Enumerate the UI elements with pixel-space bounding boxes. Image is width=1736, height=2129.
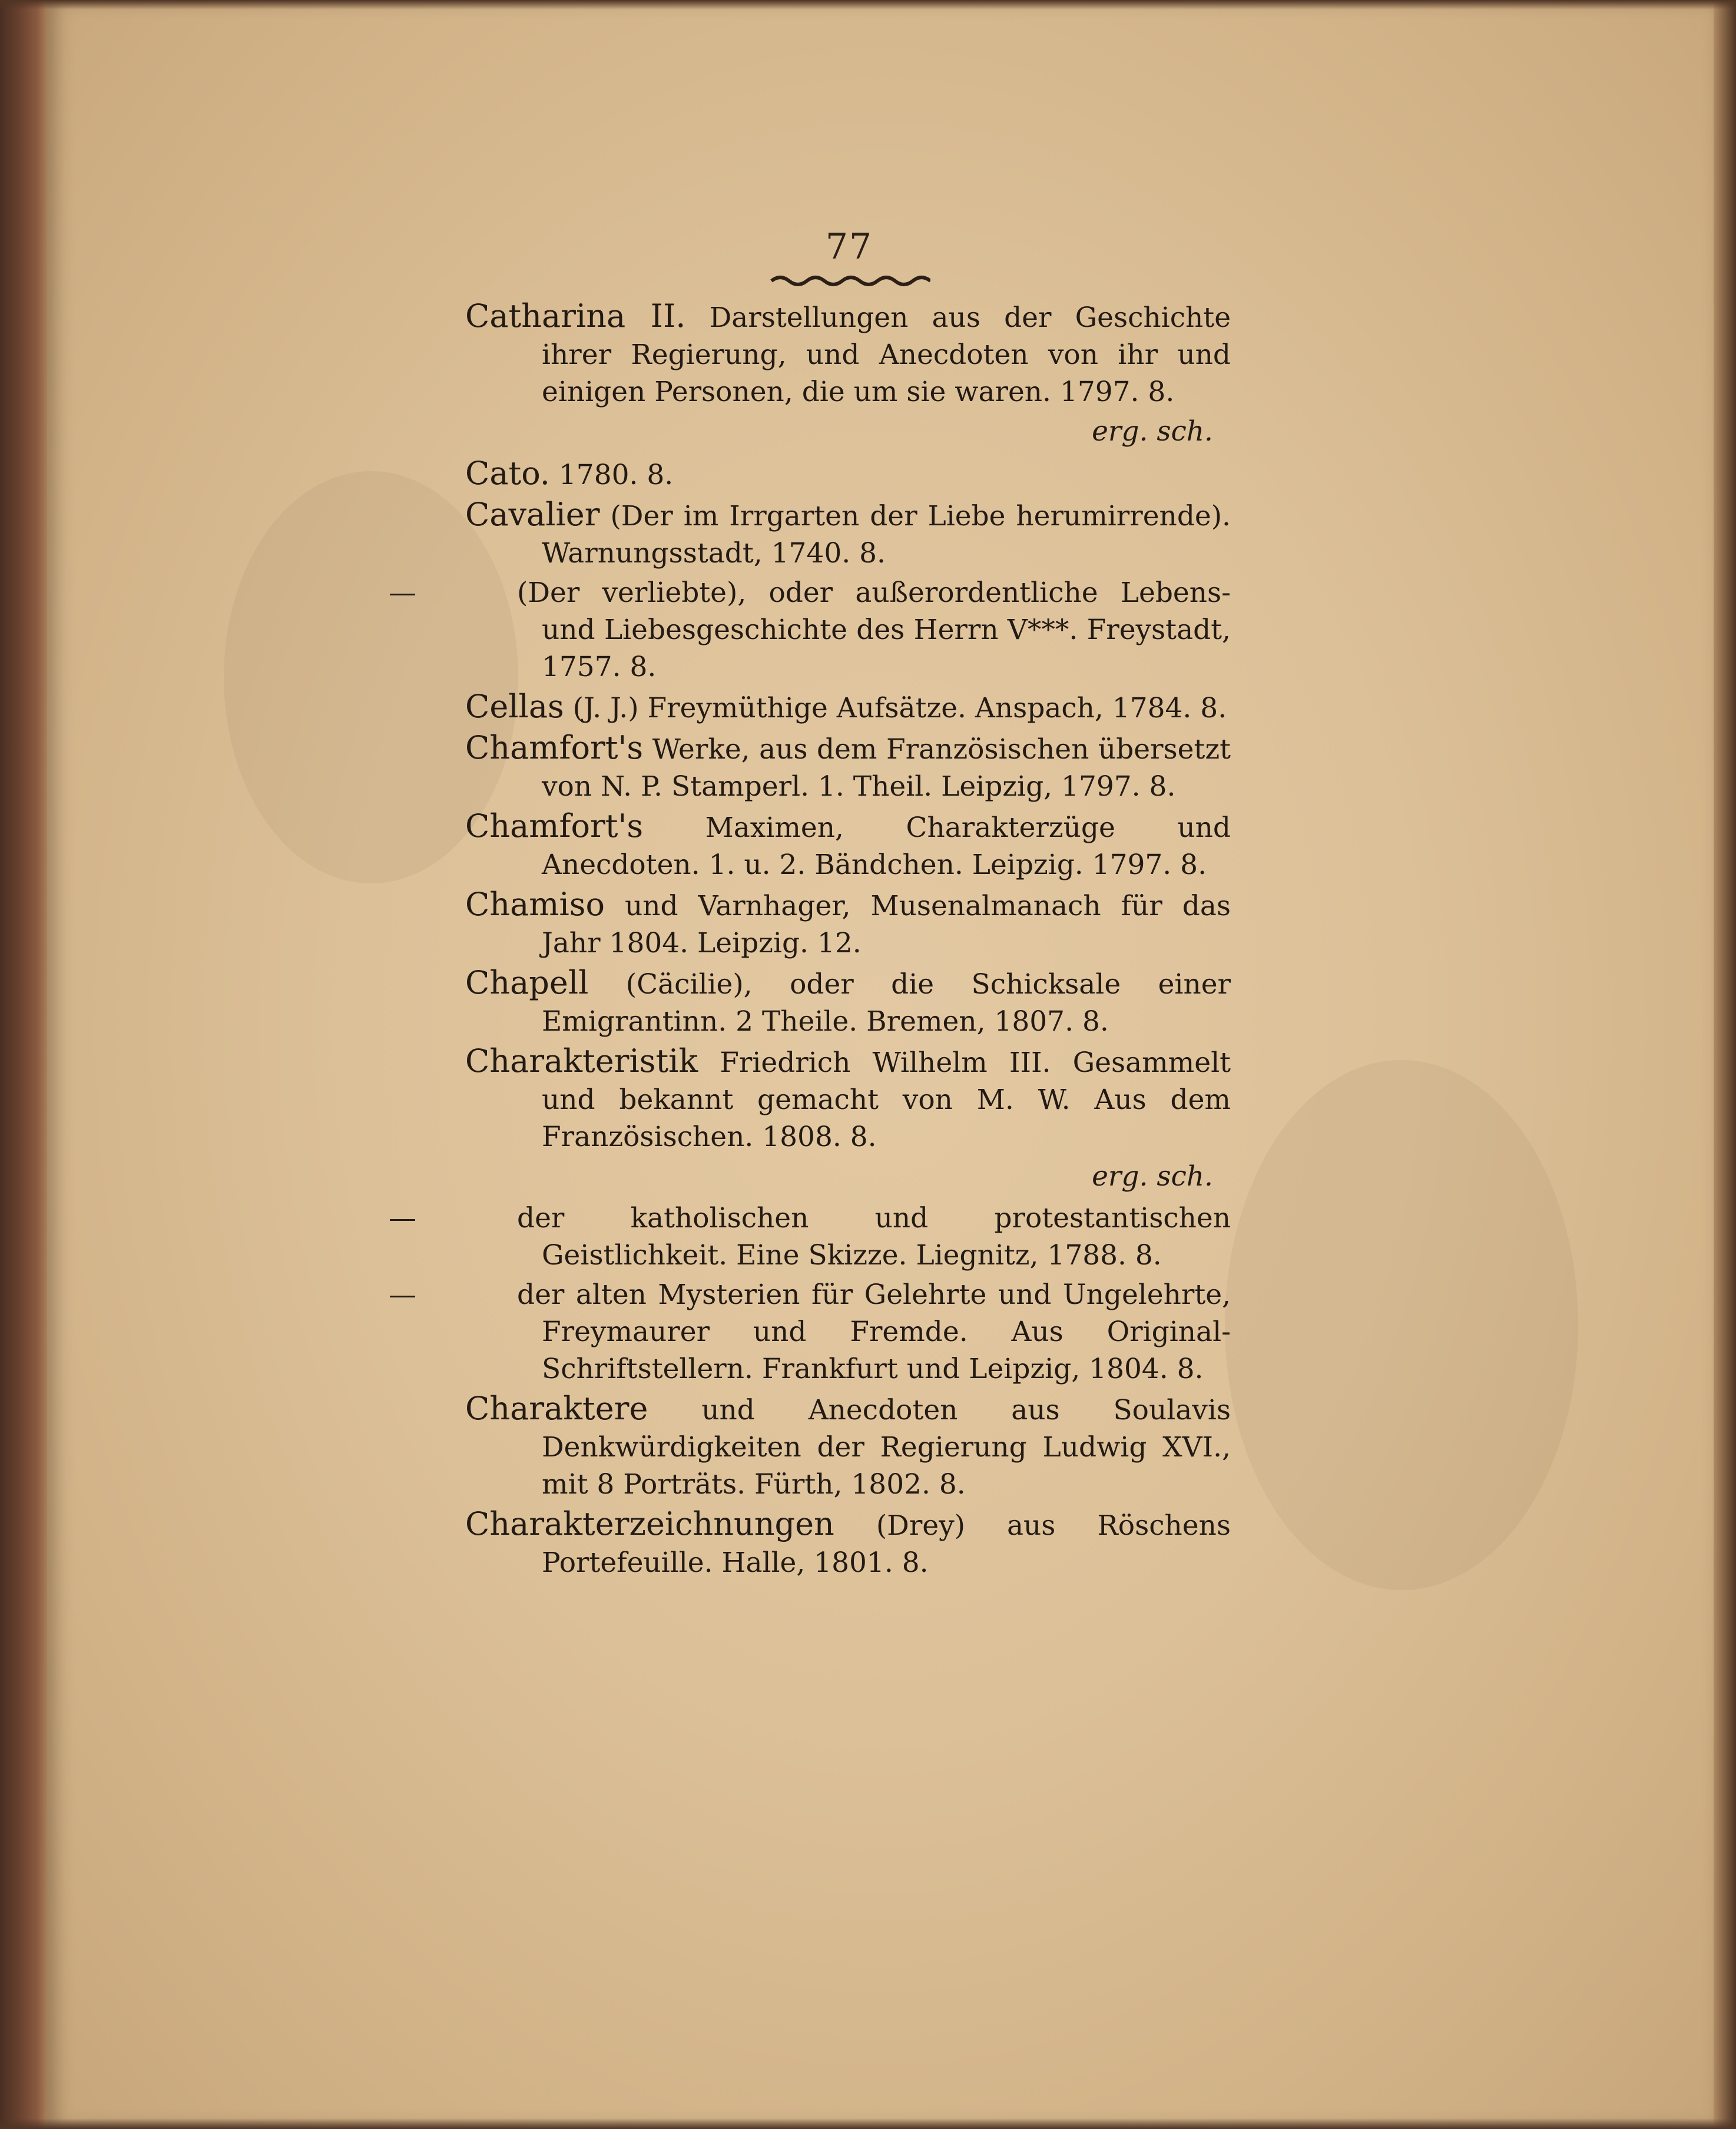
- catalogue-entry: [465, 1042, 1231, 1155]
- catalogue-entry: [389, 574, 1231, 686]
- entry-heading: Catharina II.: [465, 297, 686, 335]
- entry-text: (Der verliebte), oder außerordentliche Lebens- und Liebesgeschichte des Herrn V***. Freystadt, 1757. 8.: [517, 577, 1231, 683]
- entry-text: Maximen, Charakterzüge und Anecdoten. 1. u. 2. Bändchen. Leipzig. 1797. 8.: [542, 812, 1231, 881]
- entry-text: und Anecdoten aus Soulavis Denkwürdigkeiten der Regierung Ludwig XVI., mit 8 Porträts. Fürth, 1802. 8.: [542, 1394, 1231, 1501]
- entry-heading: Charakteristik: [465, 1042, 698, 1080]
- scan-edge-top: [0, 0, 1736, 9]
- entry-text: (Cäcilie), oder die Schicksale einer Emigrantinn. 2 Theile. Bremen, 1807. 8.: [542, 968, 1231, 1038]
- catalogue-entry: [465, 807, 1231, 883]
- entry-text: Friedrich Wilhelm III. Gesammelt und bekannt gemacht von M. W. Aus dem Französischen. 1808. 8.: [542, 1047, 1231, 1153]
- entry-dash: —: [389, 1202, 416, 1234]
- entry-heading: Charakterzeichnungen: [465, 1505, 834, 1542]
- catalogue-entry: [465, 688, 1231, 727]
- entry-dash: —: [389, 577, 416, 609]
- catalogue-entry: [465, 455, 1231, 494]
- page-number: 77: [825, 226, 873, 267]
- entry-text: Werke, aus dem Französischen übersetzt von N. P. Stamperl. 1. Theil. Leipzig, 1797. 8.: [542, 733, 1231, 803]
- entry-text: (J. J.) Freymüthige Aufsätze. Anspach, 1784. 8.: [564, 692, 1227, 724]
- paper-stain: [1225, 1060, 1578, 1590]
- ornament-rule: [766, 268, 930, 292]
- entry-text: 1780. 8.: [549, 459, 674, 491]
- entry-heading: Chapell: [465, 964, 589, 1001]
- catalogue-entry: [465, 964, 1231, 1040]
- entry-note: erg. sch.: [1092, 415, 1213, 448]
- entry-text: Darstellungen aus der Geschichte ihrer Regierung, und Anecdoten von ihr und einigen Personen, die um sie waren. 1797. 8.: [542, 302, 1231, 408]
- entry-dash: —: [389, 1279, 416, 1311]
- scan-edge-bottom: [0, 2118, 1736, 2129]
- catalogue-text: [389, 297, 1231, 1584]
- catalogue-entry: [465, 886, 1231, 962]
- entry-text: (Drey) aus Röschens Portefeuille. Halle, 1801. 8.: [542, 1509, 1231, 1579]
- catalogue-entry: [465, 1505, 1231, 1581]
- catalogue-entry: [389, 1200, 1231, 1274]
- catalogue-entry: [465, 496, 1231, 572]
- entry-text: und Varnhager, Musenalmanach für das Jahr 1804. Leipzig. 12.: [542, 890, 1231, 959]
- catalogue-entry: [465, 729, 1231, 805]
- catalogue-entry: [465, 297, 1231, 410]
- entry-heading: Cato.: [465, 455, 550, 492]
- entry-heading: Cavalier: [465, 496, 600, 533]
- book-binding: [0, 0, 53, 2129]
- entry-text: der katholischen und protestantischen Geistlichkeit. Eine Skizze. Liegnitz, 1788. 8.: [517, 1202, 1231, 1272]
- catalogue-entry: [389, 1276, 1231, 1388]
- entry-heading: Cellas: [465, 688, 564, 725]
- entry-heading: Charaktere: [465, 1390, 648, 1427]
- entry-text: der alten Mysterien für Gelehrte und Ungelehrte, Freymaurer und Fremde. Aus Original-Schriftstellern. Frankfurt und Leipzig, 1804. 8.: [517, 1279, 1231, 1385]
- scan-edge-right: [1714, 0, 1736, 2129]
- entry-text: (Der im Irrgarten der Liebe herumirrende). Warnungsstadt, 1740. 8.: [542, 500, 1231, 570]
- entry-heading: Chamiso: [465, 886, 605, 923]
- catalogue-entry: [465, 1390, 1231, 1503]
- entry-heading: Chamfort's: [465, 729, 644, 766]
- entry-heading: Chamfort's: [465, 807, 644, 845]
- entry-note: erg. sch.: [1092, 1160, 1213, 1193]
